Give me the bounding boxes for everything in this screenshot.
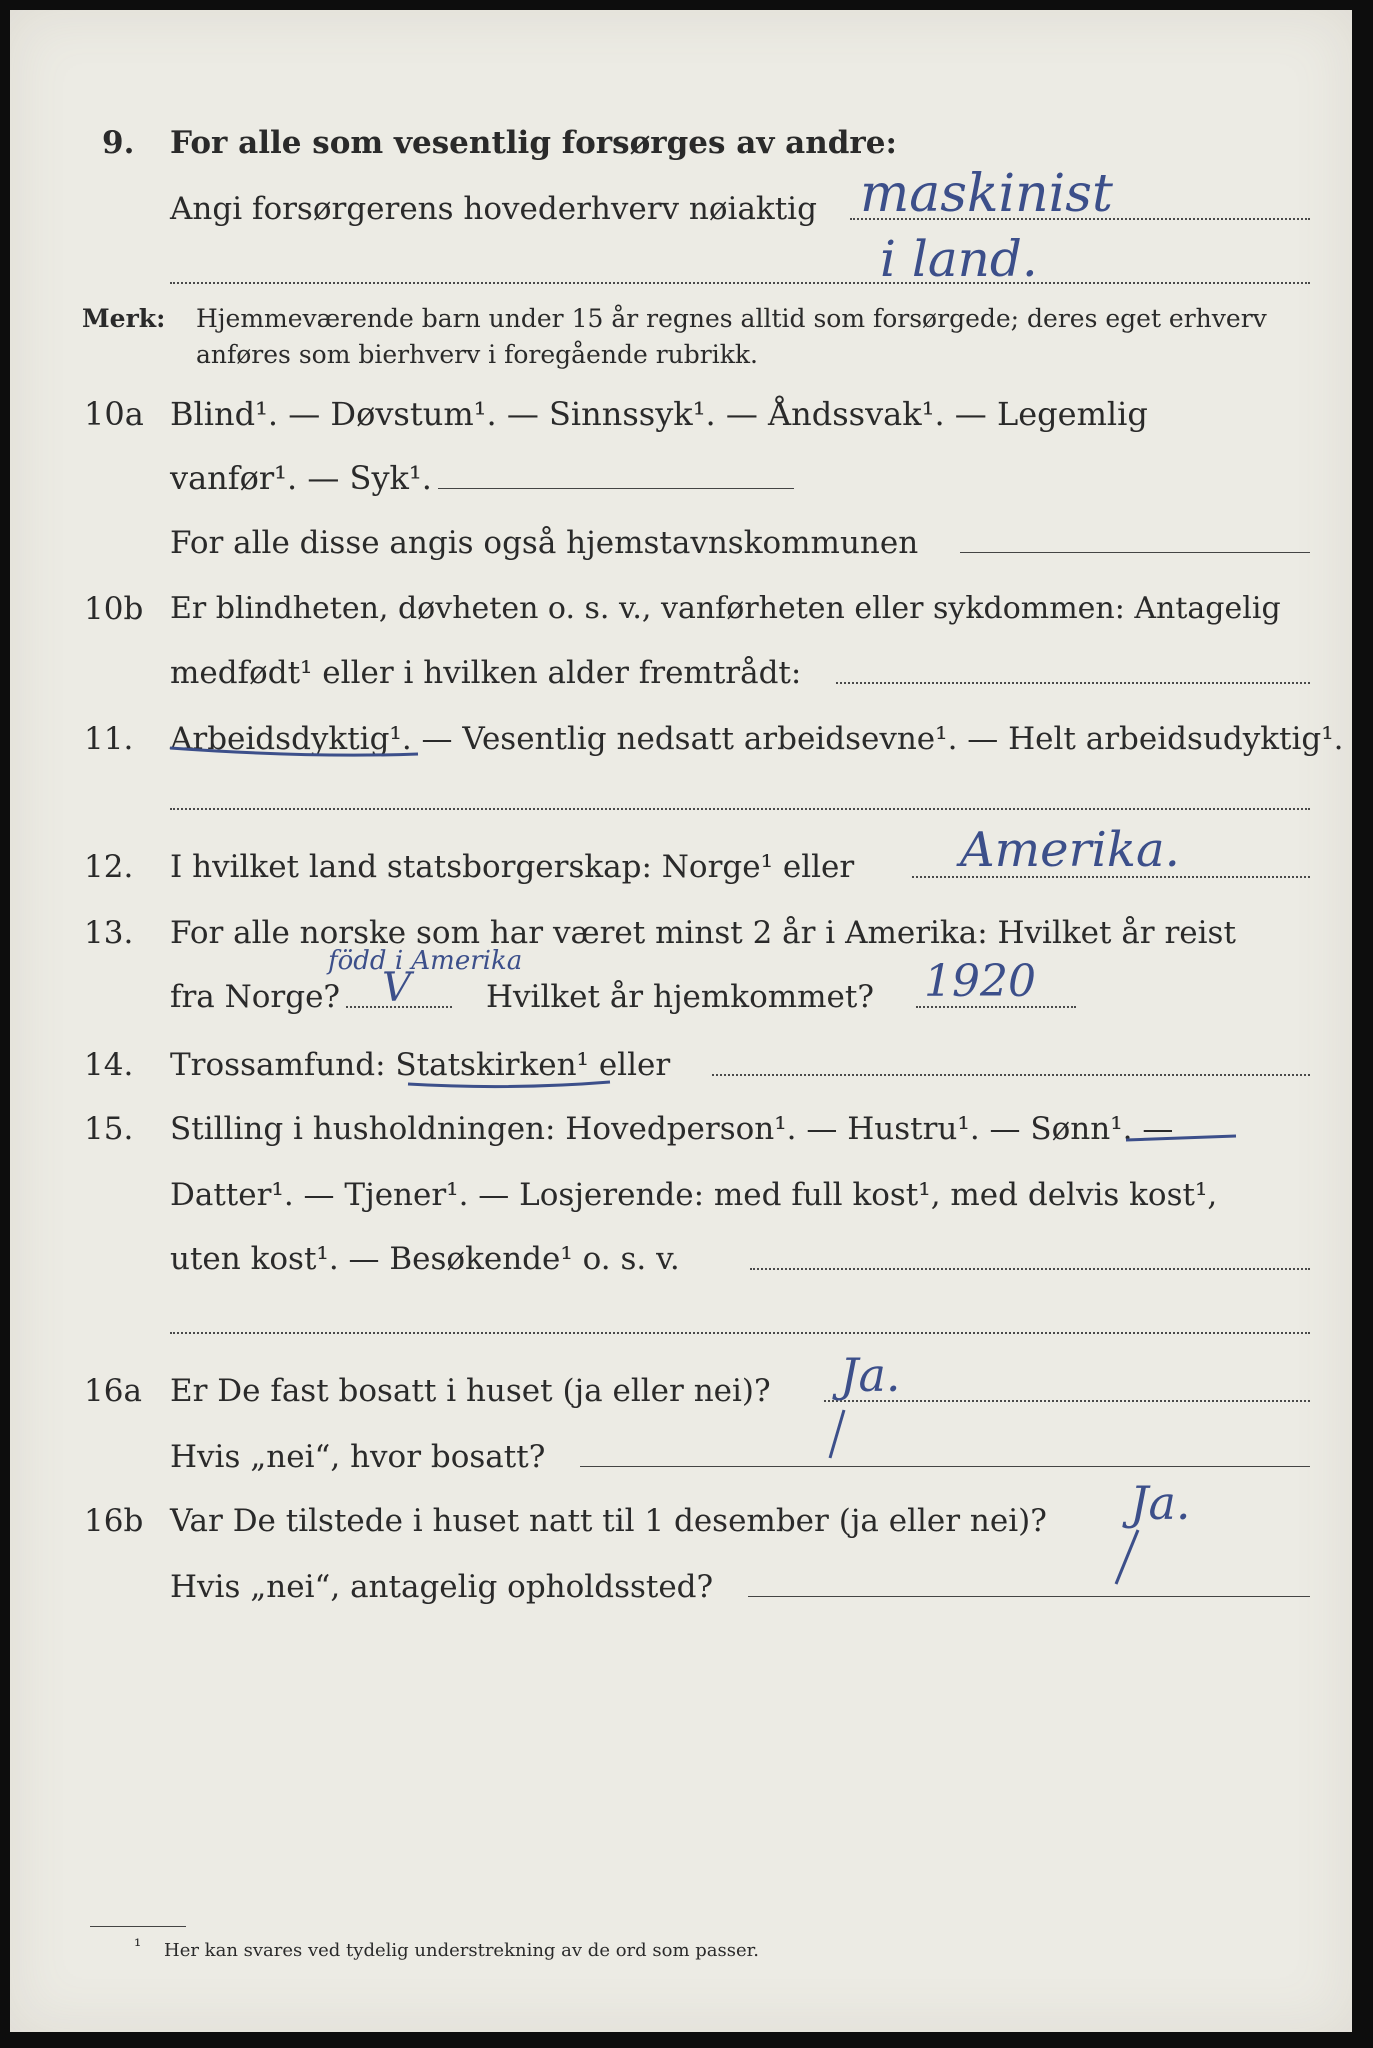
q10a-line-1: Blind¹. — Døvstum¹. — Sinnssyk¹. — Åndssvak¹. — Legemlig bbox=[170, 395, 1148, 433]
q16b-number: 16b bbox=[84, 1503, 144, 1539]
q10a-line-2: vanfør¹. — Syk¹. bbox=[170, 459, 432, 497]
census-form-page bbox=[10, 10, 1352, 2032]
q15-line-1: Stilling i husholdningen: Hovedperson¹. — Hustru¹. — Sønn¹. — bbox=[170, 1111, 1174, 1147]
q14-answer-field[interactable] bbox=[712, 1074, 1310, 1076]
q16b-opholdssted-field[interactable] bbox=[748, 1596, 1310, 1597]
footnote-rule bbox=[90, 1926, 186, 1927]
q13-line-1: For alle norske som har været minst 2 år i Amerika: Hvilket år reist bbox=[170, 915, 1236, 951]
q9-number: 9. bbox=[102, 125, 135, 161]
q16a-line-1: Er De fast bosatt i huset (ja eller nei)? bbox=[170, 1373, 771, 1409]
q16a-number: 16a bbox=[84, 1373, 142, 1409]
q11-line-1: Arbeidsdyktig¹. — Vesentlig nedsatt arbeidsevne¹. — Helt arbeidsudyktig¹. bbox=[170, 721, 1344, 757]
footnote-text: Her kan svares ved tydelig understrekning av de ord som passer. bbox=[164, 1940, 759, 1961]
q16b-answer[interactable]: Ja. bbox=[1130, 1476, 1191, 1530]
merk-label: Merk: bbox=[82, 304, 166, 333]
q9-answer-2[interactable]: i land. bbox=[880, 230, 1038, 288]
q15-number: 15. bbox=[84, 1111, 134, 1147]
q16a-answer[interactable]: Ja. bbox=[840, 1348, 901, 1402]
q12-number: 12. bbox=[84, 849, 134, 885]
q15-line-3: uten kost¹. — Besøkende¹ o. s. v. bbox=[170, 1241, 680, 1277]
merk-line-2: anføres som bierhverv i foregående rubrikk. bbox=[196, 340, 758, 369]
q13-answer-from[interactable]: V bbox=[382, 965, 411, 1011]
merk-line-1: Hjemmeværende barn under 15 år regnes alltid som forsørgede; deres eget erhverv bbox=[196, 304, 1267, 333]
q16b-pen-stroke bbox=[1116, 1530, 1138, 1584]
q16b-line-2: Hvis „nei“, antagelig opholdssted? bbox=[170, 1569, 714, 1605]
q9-title: For alle som vesentlig forsørges av andre: bbox=[170, 125, 897, 161]
q11-number: 11. bbox=[84, 721, 134, 757]
q13-line-2a: fra Norge? bbox=[170, 979, 341, 1015]
q12-prompt: I hvilket land statsborgerskap: Norge¹ eller bbox=[170, 849, 855, 885]
q10a-line-3: For alle disse angis også hjemstavnskommunen bbox=[170, 525, 919, 561]
q13-answer-back[interactable]: 1920 bbox=[924, 956, 1036, 1007]
q15-line-2: Datter¹. — Tjener¹. — Losjerende: med full kost¹, med delvis kost¹, bbox=[170, 1177, 1218, 1213]
q16a-bosatt-field[interactable] bbox=[580, 1466, 1310, 1467]
q13-number: 13. bbox=[84, 915, 134, 951]
q9-answer-1[interactable]: maskinist bbox=[860, 164, 1113, 224]
footnote-mark: ¹ bbox=[134, 1936, 142, 1957]
q13-handwritten-note: född i Amerika bbox=[328, 946, 523, 976]
q10a-number: 10a bbox=[84, 395, 144, 433]
q10b-line-2: medfødt¹ eller i hvilken alder fremtrådt: bbox=[170, 655, 802, 691]
q9-prompt: Angi forsørgerens hovederhverv nøiaktig bbox=[170, 191, 817, 227]
q16b-line-1: Var De tilstede i huset natt til 1 desember (ja eller nei)? bbox=[170, 1503, 1047, 1539]
q15-answer-field-2[interactable] bbox=[170, 1332, 1310, 1334]
q9-answer-line-2[interactable] bbox=[170, 282, 1310, 284]
q13-line-2b: Hvilket år hjemkommet? bbox=[486, 979, 874, 1015]
q10b-answer-field[interactable] bbox=[836, 682, 1310, 684]
q10b-number: 10b bbox=[84, 591, 144, 627]
q14-number: 14. bbox=[84, 1047, 134, 1083]
q16a-line-2: Hvis „nei“, hvor bosatt? bbox=[170, 1439, 546, 1475]
q10a-hjemstavn-field[interactable] bbox=[960, 552, 1310, 553]
q11-answer-field[interactable] bbox=[170, 808, 1310, 810]
q16a-pen-stroke bbox=[830, 1410, 844, 1458]
q14-line-1: Trossamfund: Statskirken¹ eller bbox=[170, 1047, 671, 1083]
q10a-syk-field[interactable] bbox=[438, 488, 794, 489]
q12-answer[interactable]: Amerika. bbox=[960, 822, 1180, 878]
q15-answer-field[interactable] bbox=[750, 1268, 1310, 1270]
q10b-line-1: Er blindheten, døvheten o. s. v., vanførheten eller sykdommen: Antagelig bbox=[170, 591, 1281, 626]
